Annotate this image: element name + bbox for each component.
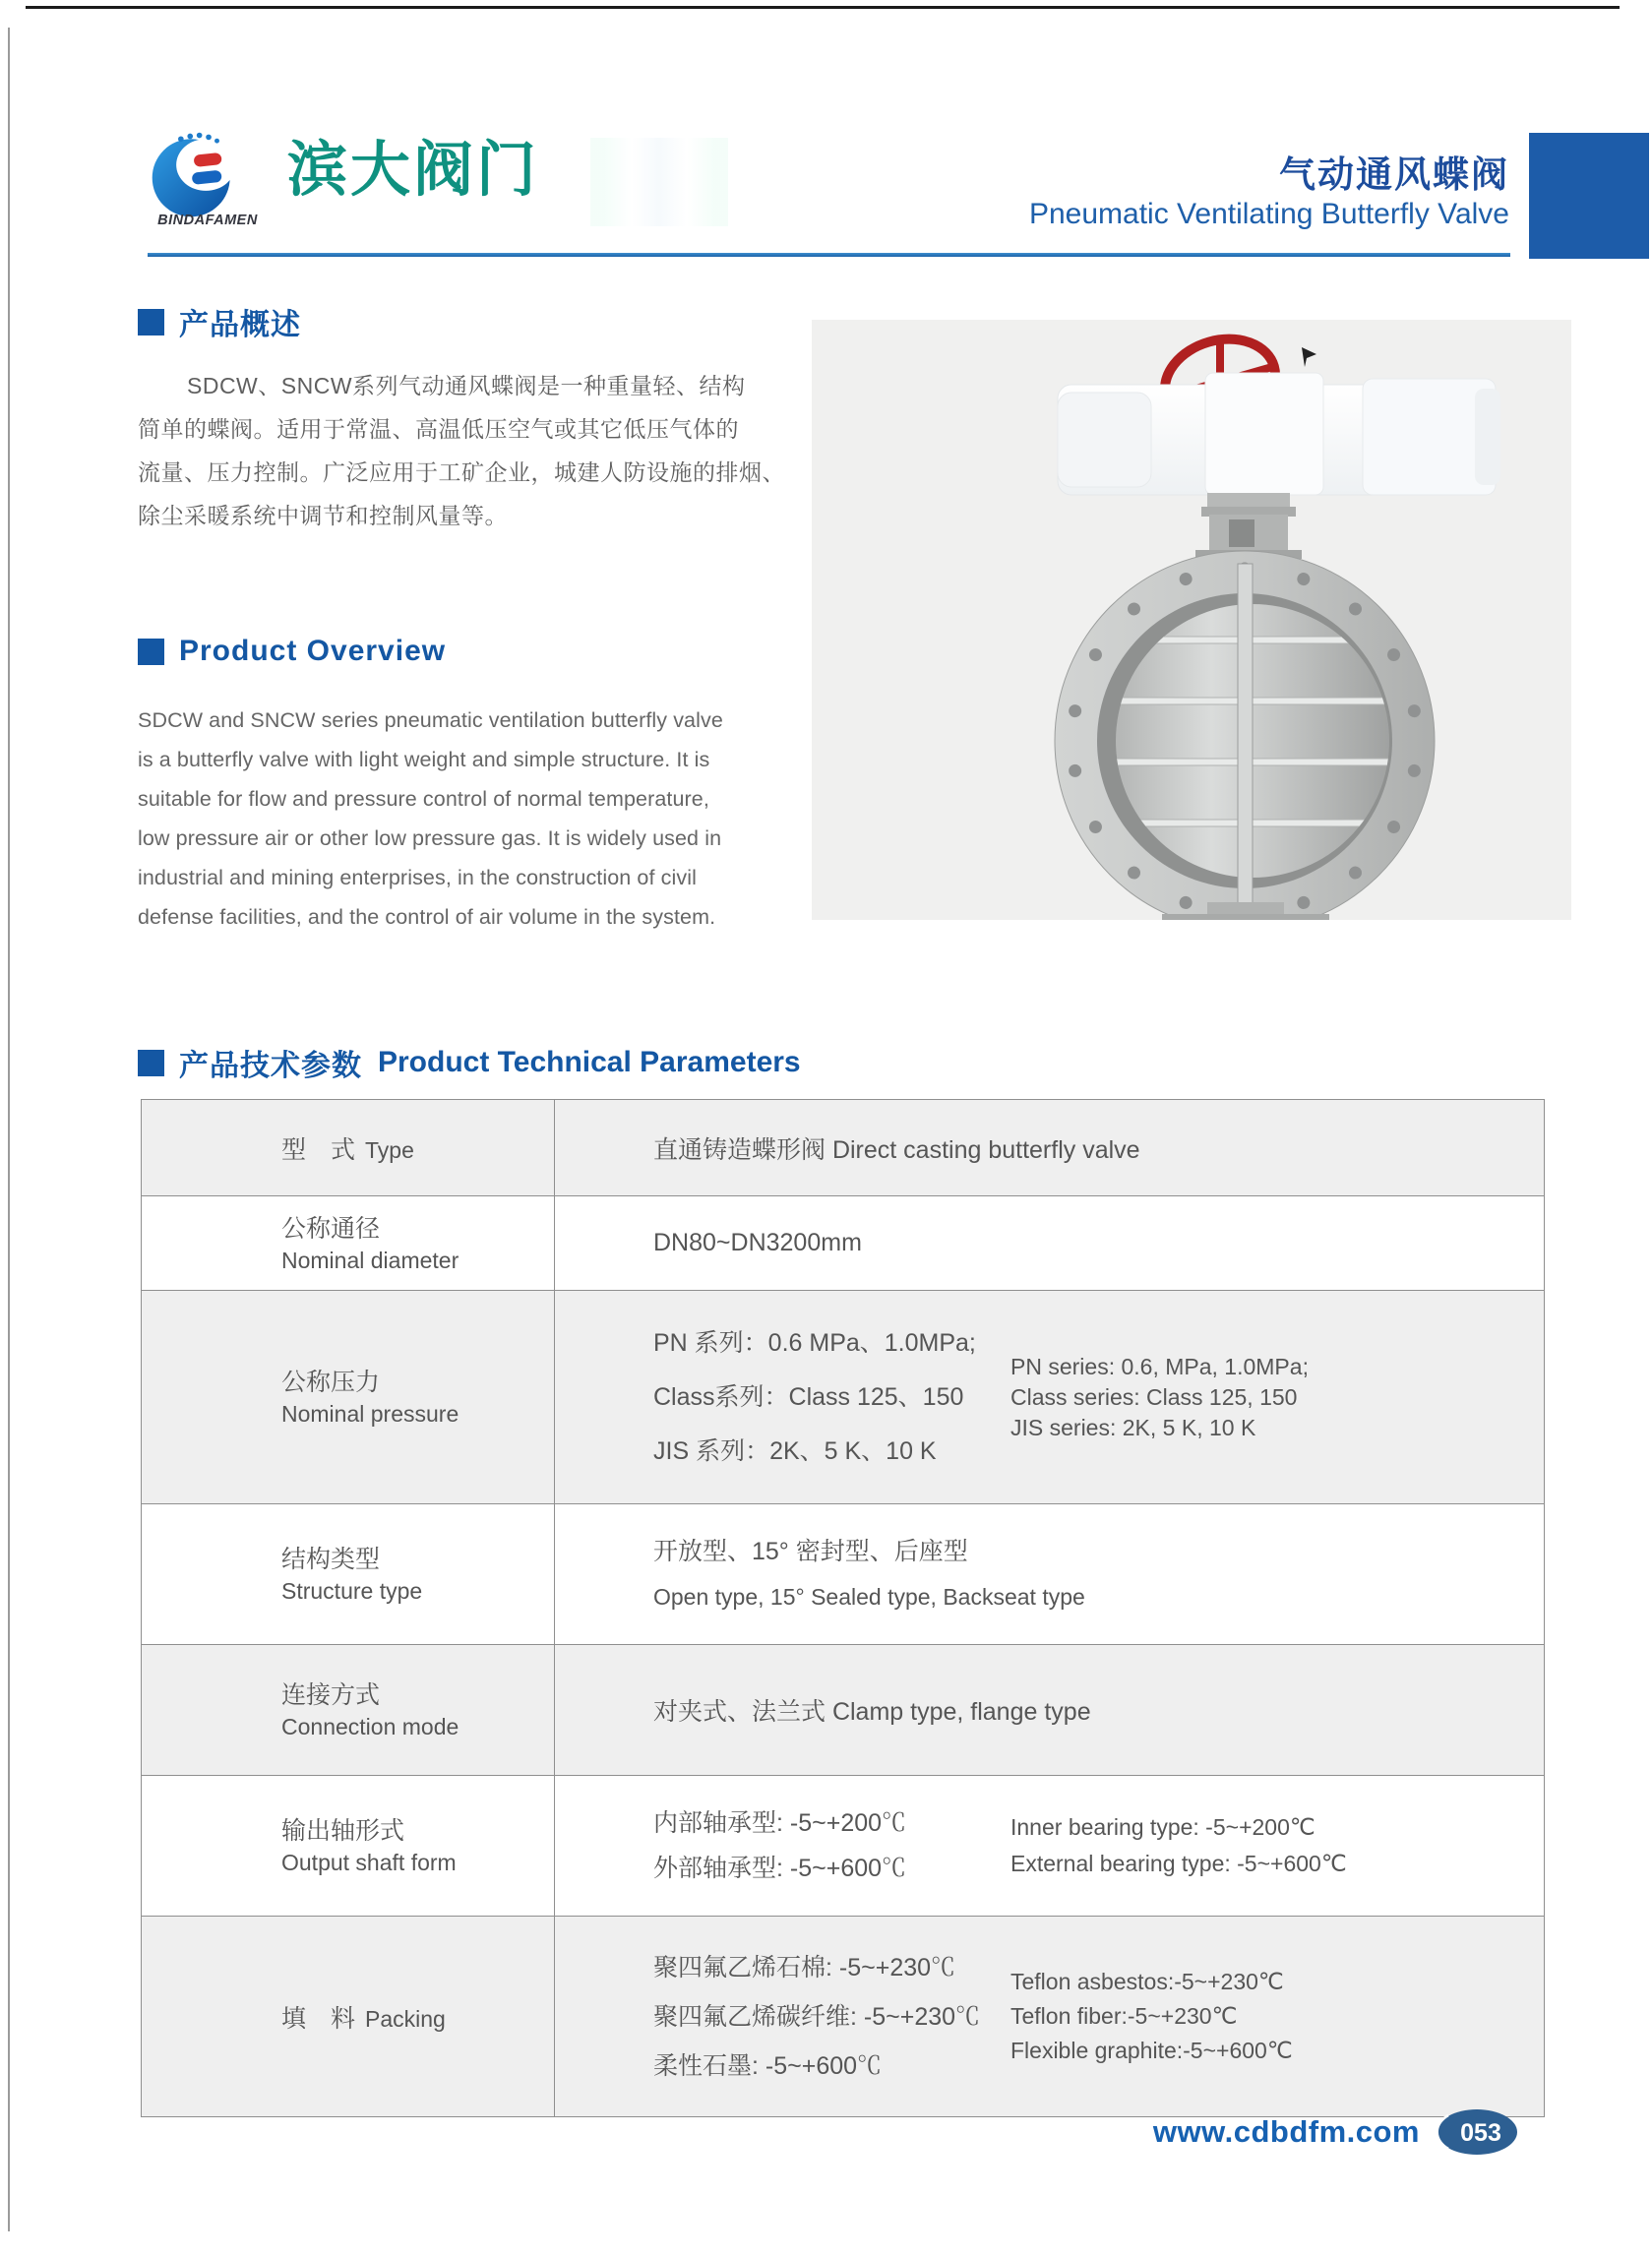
section-bullet-icon bbox=[138, 1050, 164, 1076]
page-title-en: Pneumatic Ventilating Butterfly Valve bbox=[1028, 198, 1509, 230]
logo-text: BINDAFAMEN bbox=[157, 213, 258, 228]
paragraph-line: suitable for flow and pressure control of normal temperature, bbox=[138, 787, 709, 811]
valve-shaft bbox=[1238, 564, 1253, 918]
row-value bbox=[555, 1917, 1544, 2116]
bindafamen-logo-icon bbox=[148, 128, 240, 220]
row-label bbox=[142, 1100, 555, 1195]
section-title: Product Overview bbox=[179, 635, 447, 667]
section-title-cn: 产品技术参数 bbox=[179, 1050, 362, 1082]
paragraph-line: industrial and mining enterprises, in the construction of civil bbox=[138, 866, 697, 889]
row-label-text: 填 料 Packing bbox=[281, 2004, 446, 2033]
paragraph-line: 除尘采暖系统中调节和控制风量等。 bbox=[138, 503, 508, 528]
scan-edge-top bbox=[26, 6, 1620, 9]
section-bullet-icon bbox=[138, 639, 164, 665]
row-label: 公称压力 Nominal pressure bbox=[142, 1291, 555, 1503]
section-bullet-icon bbox=[138, 309, 164, 335]
row-label: 结构类型 Structure type bbox=[142, 1504, 555, 1644]
row-value: DN80~DN3200mm bbox=[653, 1229, 862, 1256]
table-row-type bbox=[142, 1100, 1544, 1195]
scan-edge-left bbox=[8, 28, 10, 2231]
row-value bbox=[555, 1291, 1544, 1503]
value-en-block: Teflon asbestos:-5~+230℃ Teflon fiber:-5~+230℃ Flexible graphite:-5~+600℃ bbox=[1010, 1969, 1293, 2063]
pneumatic-actuator bbox=[1058, 373, 1500, 495]
section-title: 产品概述 bbox=[179, 309, 301, 341]
row-value: 对夹式、法兰式 Clamp type, flange type bbox=[653, 1698, 1091, 1726]
scan-watermark bbox=[590, 138, 728, 226]
value-en-block: Inner bearing type: -5~+200℃ External bearing type: -5~+600℃ bbox=[1010, 1814, 1347, 1876]
table-row-output-shaft bbox=[142, 1775, 1544, 1916]
section-heading-overview-cn bbox=[138, 300, 301, 343]
table-row-packing bbox=[142, 1916, 1544, 2116]
paragraph-line: SDCW、SNCW系列气动通风蝶阀是一种重量轻、结构 bbox=[187, 373, 746, 398]
page-number-badge bbox=[1435, 2106, 1519, 2158]
paragraph-line: 流量、压力控制。广泛应用于工矿企业，城建人防设施的排烟、 bbox=[138, 459, 785, 485]
product-photo-panel bbox=[812, 320, 1571, 920]
overview-paragraph-en bbox=[138, 701, 723, 937]
paragraph-line: SDCW and SNCW series pneumatic ventilation butterfly valve bbox=[138, 708, 723, 732]
overview-paragraph-cn bbox=[138, 364, 785, 537]
value-cn-block: 内部轴承型: -5~+200℃ 外部轴承型: -5~+600℃ bbox=[653, 1809, 907, 1882]
section-heading-parameters bbox=[138, 1041, 801, 1084]
paragraph-line: is a butterfly valve with light weight and simple structure. It is bbox=[138, 748, 710, 771]
table-row-nominal-pressure bbox=[142, 1290, 1544, 1503]
table-row-structure-type bbox=[142, 1503, 1544, 1644]
row-label-text: 型 式 Type bbox=[281, 1135, 414, 1164]
paragraph-line: low pressure air or other low pressure gas. It is widely used in bbox=[138, 826, 722, 850]
brand-name-cn: 滨大阀门 bbox=[287, 136, 540, 203]
butterfly-valve-illustration bbox=[812, 320, 1571, 920]
row-label: 连接方式 Connection mode bbox=[142, 1645, 555, 1775]
header-accent-rect bbox=[1529, 133, 1649, 259]
row-value: 开放型、15° 密封型、后座型 Open type, 15° Sealed type, Backseat type bbox=[653, 1538, 1085, 1610]
section-title-en: Product Technical Parameters bbox=[378, 1046, 801, 1078]
page-number-text: 053 bbox=[1460, 2119, 1501, 2147]
table-row-nominal-diameter bbox=[142, 1195, 1544, 1290]
row-label: 公称通径 Nominal diameter bbox=[142, 1196, 555, 1290]
page-title-cn: 气动通风蝶阀 bbox=[1279, 154, 1509, 195]
paragraph-line: defense facilities, and the control of air volume in the system. bbox=[138, 905, 716, 929]
header-rule bbox=[148, 253, 1510, 257]
row-label bbox=[142, 1917, 555, 2116]
value-en-block: PN series: 0.6, MPa, 1.0MPa; Class series: Class 125, 150 JIS series: 2K, 5 K, 10 K bbox=[1010, 1353, 1309, 1440]
website-url: www.cdbdfm.com bbox=[1152, 2114, 1420, 2149]
value-cn-block: 聚四氟乙烯石棉: -5~+230℃ 聚四氟乙烯碳纤维: -5~+230℃ 柔性石墨: -5~+600℃ bbox=[653, 1953, 981, 2080]
row-value: 直通铸造蝶形阀 Direct casting butterfly valve bbox=[653, 1135, 1140, 1164]
value-cn-block: PN 系列：0.6 MPa、1.0MPa; Class系列：Class 125、150 JIS 系列：2K、5 K、10 K bbox=[653, 1328, 976, 1465]
parameters-table bbox=[141, 1099, 1545, 2117]
section-heading-overview-en bbox=[138, 635, 446, 668]
row-value bbox=[555, 1776, 1544, 1916]
row-label: 输出轴形式 Output shaft form bbox=[142, 1776, 555, 1916]
table-row-connection-mode bbox=[142, 1644, 1544, 1775]
flange-body bbox=[1055, 551, 1435, 920]
paragraph-line: 简单的蝶阀。适用于常温、高温低压空气或其它低压气体的 bbox=[138, 416, 739, 442]
